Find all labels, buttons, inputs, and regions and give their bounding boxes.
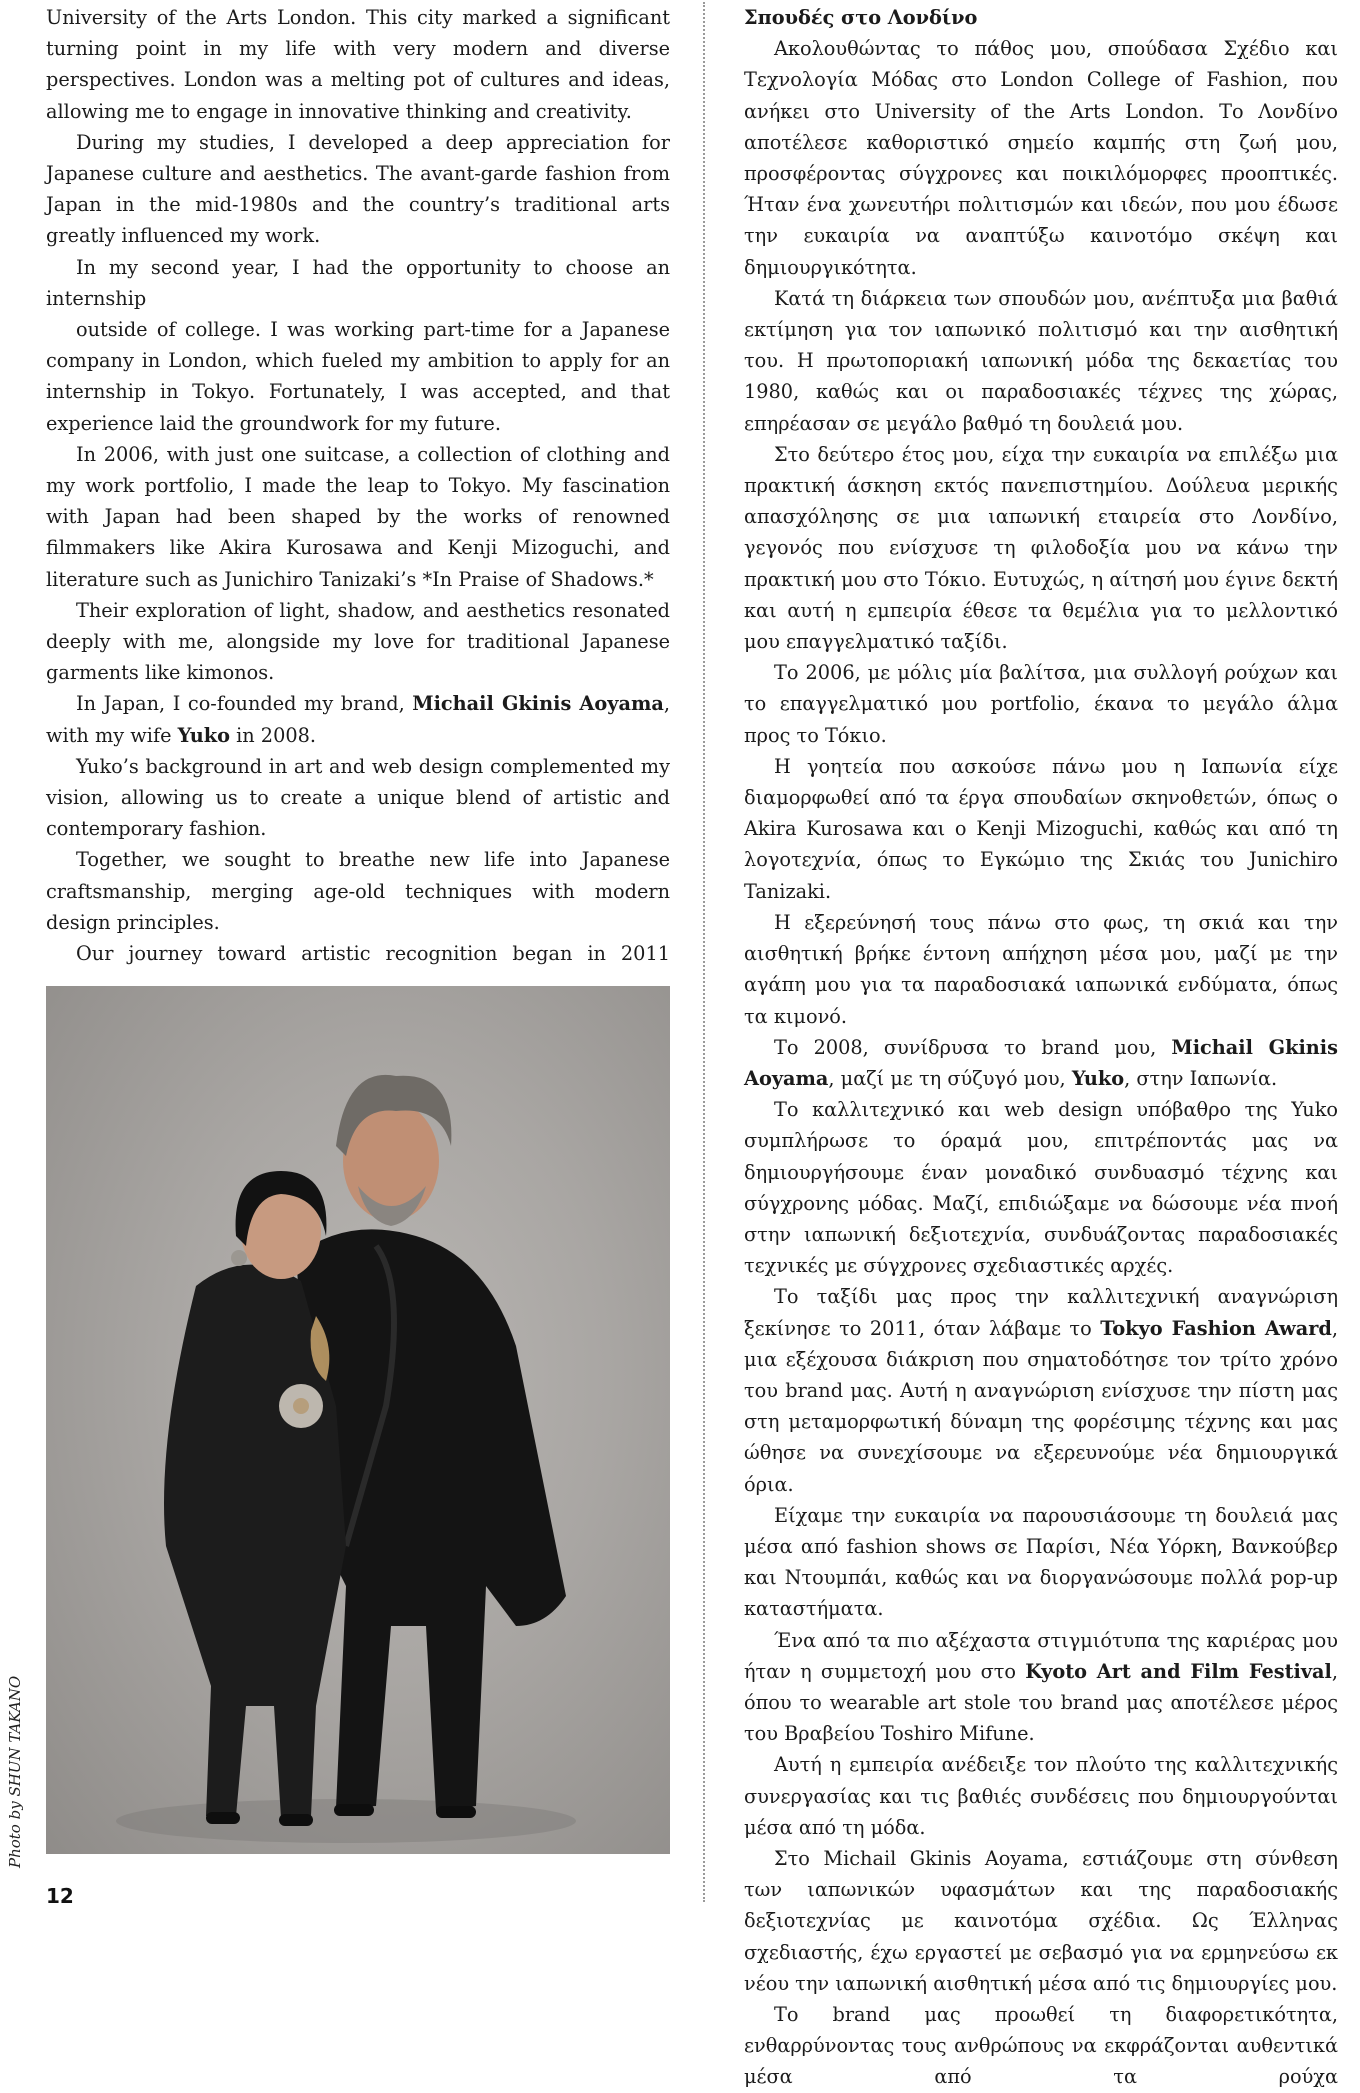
left-wife-name: Yuko <box>177 723 230 747</box>
right-paragraph-2: Κατά τη διάρκεια των σπουδών μου, ανέπτυξα μια βαθιά εκτίμηση για τον ιαπωνικό πολιτισμό και την αισθητική του. Η πρωτοποριακή ιαπωνική μόδα της δεκαετίας του 1980, καθώς και οι παραδοσιακές τέχνες της χώρας, επηρέασαν σε μεγάλο βαθμό τη δουλειά μου. <box>744 286 1338 435</box>
page-number: 12 <box>46 1884 74 1908</box>
left-column-text <box>46 2 670 969</box>
left-p7-after: in 2008. <box>229 723 316 747</box>
left-paragraph-5: In 2006, with just one suitcase, a collection of clothing and my work portfolio, I made the leap to Tokyo. My fascination with Japan had been shaped by the works of renowned filmmakers like Akira Kurosawa and Kenji Mizoguchi, and literature such as Junichiro Tanizaki’s *In Praise of Shadows.* <box>46 442 670 591</box>
right-p11-after: , όπου το wearable art stole του brand μας αποτέλεσε μέρος του Βραβείου Toshiro Mifune. <box>744 1659 1339 1746</box>
column-divider <box>703 2 705 1902</box>
left-paragraph-2: During my studies, I developed a deep appreciation for Japanese culture and aesthetics. The avant-garde fashion from Japan in the mid-1980s and the country’s traditional arts greatly influenced my work. <box>46 130 670 248</box>
right-p11-before: Ένα από τα πιο αξέχαστα στιγμιότυπα της καριέρας μου ήταν η συμμετοχή μου στο <box>744 1628 1338 1683</box>
left-paragraph-3: In my second year, I had the opportunity to choose an internship <box>46 255 670 310</box>
right-paragraph-9 <box>744 1281 1338 1499</box>
award-name: Tokyo Fashion Award <box>1100 1316 1332 1340</box>
left-paragraph-6: Their exploration of light, shadow, and aesthetics resonated deeply with me, alongside my love for traditional Japanese garments like kimonos. <box>46 598 670 685</box>
right-paragraph-1: Ακολουθώντας το πάθος μου, σπούδασα Σχέδιο και Τεχνολογία Μόδας στο London College of Fashion, που ανήκει στο University of the Arts London. Το Λονδίνο αποτέλεσε καθοριστικό σημείο καμπής στη ζωή μου, προσφέροντας σύγχρονες και ποικιλόμορφες προοπτικές. Ήταν ένα χωνευτήρι πολιτισμών και ιδεών, που μου έδωσε την ευκαιρία να αναπτύξω καινοτόμο σκέψη και δημιουργικότητα. <box>744 37 1338 279</box>
left-paragraph-7 <box>46 688 670 750</box>
couple-portrait-illustration <box>46 986 670 1854</box>
photo-credit: Photo by SHUN TAKANO <box>6 1675 24 1868</box>
right-paragraph-10: Είχαμε την ευκαιρία να παρουσιάσουμε τη δουλειά μας μέσα από fashion shows σε Παρίσι, Νέα Υόρκη, Βανκούβερ και Ντουμπάι, καθώς και να διοργανώσουμε πολλά pop-up καταστήματα. <box>744 1503 1338 1621</box>
right-p7-after: , στην Ιαπωνία. <box>1124 1066 1278 1090</box>
right-paragraph-6: Η εξερεύνησή τους πάνω στο φως, τη σκιά και την αισθητική βρήκε έντονη απήχηση μέσα μου, μαζί με την αγάπη μου για τα παραδοσιακά ιαπωνικά ενδύματα, όπως τα κιμονό. <box>744 910 1338 1028</box>
left-paragraph-1: University of the Arts London. This city marked a significant turning point in my life with very modern and diverse perspectives. London was a melting pot of cultures and ideas, allowing me to engage in innovative thinking and creativity. <box>46 6 670 123</box>
right-paragraph-5: Η γοητεία που ασκούσε πάνω μου η Ιαπωνία είχε διαμορφωθεί από τα έργα σπουδαίων σκηνοθετών, όπως ο Akira Kurosawa και ο Kenji Mizoguchi, καθώς και από τη λογοτεχνία, όπως το Εγκώμιο της Σκιάς του Junichiro Tanizaki. <box>744 754 1338 903</box>
left-brand-name: Michail Gkinis Aoyama <box>412 692 664 716</box>
right-wife-name: Yuko <box>1071 1066 1125 1090</box>
right-paragraph-3: Στο δεύτερο έτος μου, είχα την ευκαιρία να επιλέξω μια πρακτική άσκηση εκτός πανεπιστημίου. Δούλευα μερικής απασχόλησης σε μια ιαπωνική εταιρεία στο Λονδίνο, γεγονός που ενίσχυσε τη φιλοδοξία μου να κάνω την πρακτική μου στο Τόκιο. Ευτυχώς, η αίτησή μου έγινε δεκτή και αυτή η εμπειρία έθεσε τα θεμέλια για το μελλοντικό μου επαγγελματικό ταξίδι. <box>744 442 1338 654</box>
right-p9-before: Το ταξίδι μας προς την καλλιτεχνική αναγνώριση ξεκίνησε το 2011, όταν λάβαμε το <box>744 1285 1338 1340</box>
right-column-text <box>744 2 1338 2093</box>
right-p7-before: Το 2008, συνίδρυσα το brand μου, <box>774 1035 1172 1059</box>
couple-portrait-photo <box>46 986 670 1854</box>
right-paragraph-7 <box>744 1032 1338 1094</box>
right-brand-name: Michail Gkinis Aoyama <box>744 1035 1338 1090</box>
left-paragraph-8: Yuko’s background in art and web design complemented my vision, allowing us to create a unique blend of artistic and contemporary fashion. <box>46 754 670 841</box>
right-paragraph-12: Αυτή η εμπειρία ανέδειξε τον πλούτο της καλλιτεχνικής συνεργασίας και τις βαθιές συνδέσεις που δημιουργούνται μέσα από τη μόδα. <box>744 1753 1338 1839</box>
right-p7-middle: , μαζί με τη σύζυγό μου, <box>828 1066 1072 1090</box>
left-paragraph-4: outside of college. I was working part-time for a Japanese company in London, which fueled my ambition to apply for an internship in Tokyo. Fortunately, I was accepted, and that experience laid the groundwork for my future. <box>46 318 670 435</box>
left-paragraph-9: Together, we sought to breathe new life into Japanese craftsmanship, merging age-old techniques with modern design principles. <box>46 848 670 934</box>
right-p9-after: , μια εξέχουσα διάκριση που σηματοδότησε τον τρίτο χρόνο του brand μας. Αυτή η αναγνώριση ενίσχυσε την πίστη μας στη μεταμορφωτική δύναμη της φορέσιμης τέχνης και μας ώθησε να συνεχίσουμε να εξερευνούμε νέα δημιουργικά όρια. <box>744 1316 1338 1496</box>
right-paragraph-4: Το 2006, με μόλις μία βαλίτσα, μια συλλογή ρούχων και το επαγγελματικό μου portfolio, έκανα το μεγάλο άλμα προς το Τόκιο. <box>744 661 1338 747</box>
section-heading: Σπουδές στο Λονδίνο <box>744 6 978 29</box>
right-paragraph-8: Το καλλιτεχνικό και web design υπόβαθρο της Yuko συμπλήρωσε το όραμά μου, επιτρέποντάς μας να δημιουργήσουμε έναν μοναδικό συνδυασμό τέχνης και σύγχρονης μόδας. Μαζί, επιδιώξαμε να δώσουμε νέα πνοή στην ιαπωνική δεξιοτεχνία, συνδυάζοντας παραδοσιακές τεχνικές με σύγχρονες σχεδιαστικές αρχές. <box>744 1098 1338 1278</box>
right-paragraph-14: Το brand μας προωθεί τη διαφορετικότητα, ενθαρρύνοντας τους ανθρώπους να εκφράζονται αυθεντικά μέσα από τα ρούχα <box>744 2003 1338 2089</box>
left-p7-before: In Japan, I co-founded my brand, <box>76 692 413 716</box>
right-paragraph-11 <box>744 1625 1338 1750</box>
left-paragraph-10: Our journey toward artistic recognition began in 2011 <box>76 942 670 966</box>
left-p7-middle: , with my wife <box>46 692 670 747</box>
right-paragraph-13: Στο Michail Gkinis Aoyama, εστιάζουμε στη σύνθεση των ιαπωνικών υφασμάτων και της παραδοσιακής δεξιοτεχνίας με καινοτόμα σχέδια. Ως Έλληνας σχεδιαστής, έχω εργαστεί με σεβασμό για να ερμηνεύσω εκ νέου την ιαπωνική αισθητική μέσα από τις δημιουργίες μου. <box>744 1846 1338 1995</box>
festival-name: Kyoto Art and Film Festival <box>1025 1659 1332 1683</box>
